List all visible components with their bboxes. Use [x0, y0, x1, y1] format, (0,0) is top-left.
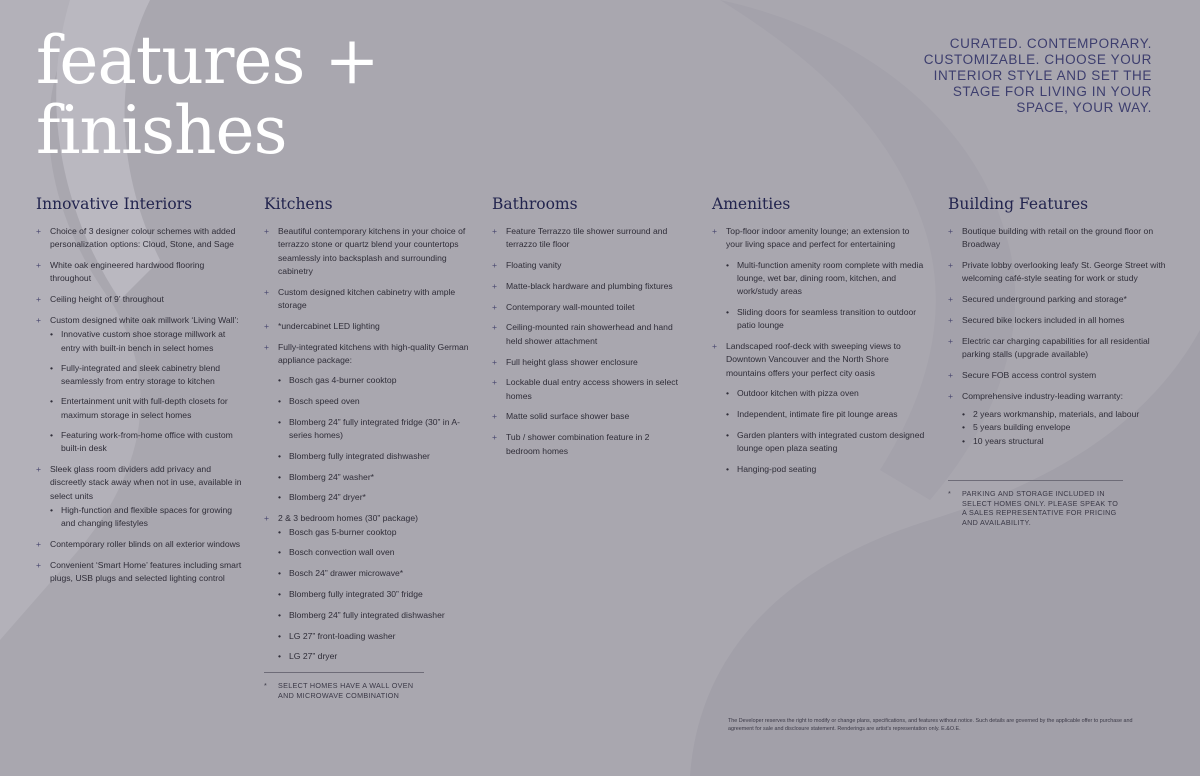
- feature-item: + Matte solid surface shower base: [492, 410, 682, 423]
- feature-item: + Private lobby overlooking leafy St. George Street with welcoming café-style seating for work or study: [948, 259, 1166, 286]
- feature-item: + White oak engineered hardwood flooring throughout: [36, 259, 246, 286]
- feature-list: [948, 225, 1166, 448]
- sub-feature-item: • Entertainment unit with full-depth closets for maximum storage in select homes: [50, 395, 246, 422]
- feature-item-text: 2 & 3 bedroom homes (30” package): [278, 513, 418, 524]
- footnote-text: [948, 489, 1123, 527]
- sub-feature-list: [962, 408, 1166, 448]
- feature-item: + Beautiful contemporary kitchens in your choice of terrazzo stone or quartz blend your countertops seamlessly into backsplash and surrounding cabinetry: [264, 225, 476, 278]
- feature-list: [36, 225, 246, 586]
- sub-feature-list: [278, 526, 476, 664]
- sub-feature-item: • Bosch 24” drawer microwave*: [278, 567, 476, 580]
- column-bathrooms: [492, 195, 682, 465]
- feature-item: + *undercabinet LED lighting: [264, 320, 476, 333]
- section-heading: Building Features: [948, 195, 1089, 213]
- title-line-1: features +: [36, 22, 379, 99]
- column-amenities: [712, 195, 926, 483]
- footnote-body: PARKING AND STORAGE INCLUDED IN SELECT HOMES ONLY. PLEASE SPEAK TO A SALES REPRESENTATIVE FOR PRICING AND AVAILABILITY.: [962, 489, 1119, 527]
- footnote-mark: *: [264, 681, 268, 690]
- column-innovative-interiors: [36, 195, 246, 593]
- feature-item: + Contemporary wall-mounted toilet: [492, 301, 682, 314]
- sub-feature-item: • 2 years workmanship, materials, and labour: [962, 408, 1166, 421]
- section-heading: Innovative Interiors: [36, 195, 193, 213]
- feature-list: [264, 225, 476, 664]
- feature-item: + Secured bike lockers included in all homes: [948, 314, 1166, 327]
- sub-feature-item: • Multi-function amenity room complete with media lounge, wet bar, dining room, kitchen, and work/study areas: [726, 259, 926, 299]
- sub-feature-list: [726, 387, 926, 476]
- footnote-divider: [264, 672, 424, 673]
- footnote-body: SELECT HOMES HAVE A WALL OVEN AND MICROWAVE COMBINATION: [278, 681, 414, 700]
- kitchens-footnote: [264, 672, 424, 700]
- tagline: CURATED. CONTEMPORARY. CUSTOMIZABLE. CHOOSE YOUR INTERIOR STYLE AND SET THE STAGE FOR LIVING IN YOUR SPACE, YOUR WAY.: [923, 36, 1152, 115]
- feature-list: [492, 225, 682, 458]
- feature-item: [264, 341, 476, 505]
- sub-feature-item: • Blomberg 24” dryer*: [278, 491, 476, 504]
- feature-item: + Matte-black hardware and plumbing fixtures: [492, 280, 682, 293]
- sub-feature-item: • Bosch speed oven: [278, 395, 476, 408]
- feature-item: [712, 225, 926, 333]
- sub-feature-item: • Blomberg 24” fully integrated dishwasher: [278, 609, 476, 622]
- sub-feature-list: [278, 374, 476, 505]
- sub-feature-item: • Bosch gas 5-burner cooktop: [278, 526, 476, 539]
- building-footnote: [948, 480, 1123, 527]
- sub-feature-item: • Bosch convection wall oven: [278, 546, 476, 559]
- feature-item-text: Top-floor indoor amenity lounge; an extension to your living space and perfect for entertaining: [726, 226, 910, 250]
- page-title: [36, 22, 379, 169]
- sub-feature-item: • High-function and flexible spaces for growing and changing lifestyles: [50, 504, 246, 531]
- feature-item: [948, 390, 1166, 448]
- sub-feature-item: • Independent, intimate fire pit lounge areas: [726, 408, 926, 421]
- feature-item: + Ceiling-mounted rain showerhead and hand held shower attachment: [492, 321, 682, 348]
- sub-feature-item: • Blomberg 24” washer*: [278, 471, 476, 484]
- feature-item: + Secure FOB access control system: [948, 369, 1166, 382]
- sub-feature-item: • Innovative custom shoe storage millwork at entry with built-in bench in select homes: [50, 328, 246, 355]
- sub-feature-item: • LG 27” dryer: [278, 650, 476, 663]
- sub-feature-item: • 5 years building envelope: [962, 421, 1166, 434]
- feature-item: + Choice of 3 designer colour schemes with added personalization options: Cloud, Stone, and Sage: [36, 225, 246, 252]
- feature-item: [36, 463, 246, 530]
- feature-item: + Floating vanity: [492, 259, 682, 272]
- feature-item: + Lockable dual entry access showers in select homes: [492, 376, 682, 403]
- feature-item: + Tub / shower combination feature in 2 bedroom homes: [492, 431, 682, 458]
- feature-item: + Secured underground parking and storage*: [948, 293, 1166, 306]
- feature-item: + Boutique building with retail on the ground floor on Broadway: [948, 225, 1166, 252]
- footnote-divider: [948, 480, 1123, 481]
- feature-item-text: Landscaped roof-deck with sweeping views to Downtown Vancouver and the North Shore mountains offers your perfect city oasis: [726, 341, 901, 378]
- section-heading: Bathrooms: [492, 195, 578, 213]
- sub-feature-item: • Bosch gas 4-burner cooktop: [278, 374, 476, 387]
- column-kitchens: [264, 195, 476, 671]
- sub-feature-list: [50, 504, 246, 531]
- sub-feature-item: • Garden planters with integrated custom designed lounge open plaza seating: [726, 429, 926, 456]
- feature-item: + Contemporary roller blinds on all exterior windows: [36, 538, 246, 551]
- feature-item: + Electric car charging capabilities for all residential parking stalls (upgrade available): [948, 335, 1166, 362]
- feature-item: + Custom designed kitchen cabinetry with ample storage: [264, 286, 476, 313]
- sub-feature-item: • Featuring work-from-home office with custom built-in desk: [50, 429, 246, 456]
- sub-feature-list: [50, 328, 246, 455]
- sub-feature-item: • Hanging-pod seating: [726, 463, 926, 476]
- sub-feature-item: • Blomberg 24” fully integrated fridge (30” in A-series homes): [278, 416, 476, 443]
- sub-feature-item: • Blomberg fully integrated 30” fridge: [278, 588, 476, 601]
- feature-item-text: Sleek glass room dividers add privacy and discreetly stack away when not in use, available in select units: [50, 464, 242, 501]
- feature-item: + Feature Terrazzo tile shower surround and terrazzo tile floor: [492, 225, 682, 252]
- feature-item-text: Fully-integrated kitchens with high-quality German appliance package:: [278, 341, 469, 365]
- feature-item-text: Comprehensive industry-leading warranty:: [962, 390, 1123, 401]
- feature-item: [36, 314, 246, 456]
- feature-item-text: Custom designed white oak millwork ‘Living Wall’:: [50, 314, 239, 325]
- sub-feature-item: • Outdoor kitchen with pizza oven: [726, 387, 926, 400]
- section-heading: Amenities: [712, 195, 791, 213]
- sub-feature-list: [726, 259, 926, 333]
- feature-item: [264, 512, 476, 663]
- legal-disclaimer: The Developer reserves the right to modify or change plans, specifications, and features without notice. Such details are governed by the applicable offer to purchase and agreement for sale and disclosure statement. Renderings are artist’s representation only. E.&O.E.: [728, 718, 1133, 732]
- feature-item: [712, 340, 926, 476]
- feature-item: + Ceiling height of 9’ throughout: [36, 293, 246, 306]
- section-heading: Kitchens: [264, 195, 333, 213]
- sub-feature-item: • Sliding doors for seamless transition to outdoor patio lounge: [726, 306, 926, 333]
- feature-item: + Convenient ‘Smart Home’ features including smart plugs, USB plugs and selected lighting control: [36, 559, 246, 586]
- column-building-features: [948, 195, 1166, 455]
- sub-feature-item: • Fully-integrated and sleek cabinetry blend seamlessly from entry storage to kitchen: [50, 362, 246, 389]
- feature-list: [712, 225, 926, 476]
- sub-feature-item: • 10 years structural: [962, 435, 1166, 448]
- sub-feature-item: • Blomberg fully integrated dishwasher: [278, 450, 476, 463]
- footnote-text: [264, 681, 424, 700]
- sub-feature-item: • LG 27” front-loading washer: [278, 630, 476, 643]
- title-line-2: finishes: [36, 92, 287, 169]
- footnote-mark: *: [948, 489, 952, 498]
- feature-item: + Full height glass shower enclosure: [492, 356, 682, 369]
